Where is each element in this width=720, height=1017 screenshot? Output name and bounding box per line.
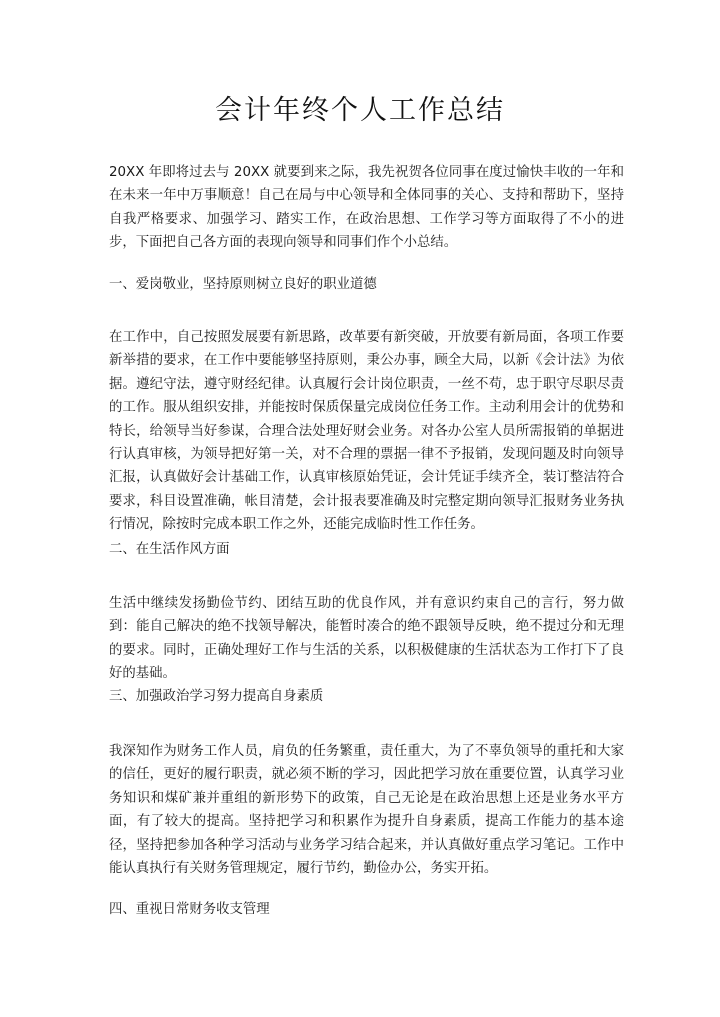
section-3-body: 我深知作为财务工作人员，肩负的任务繁重，责任重大，为了不辜负领导的重托和大家的信任，更好的履行职责，就必须不断的学习，因此把学习放在重要位置，认真学习业务知识和煤矿兼并重组的新形势下的政策，自己无论是在政治思想上还是业务水平方面，有了较大的提高。坚持把学习和积累作为提升自身素质，提高工作能力的基本途径，坚持把参加各种学习活动与业务学习结合起来，并认真做好重点学习笔记。工作中能认真执行有关财务管理规定，履行节约，勤俭办公，务实开拓。 [109,744,624,877]
section-1-body: 在工作中，自己按照发展要有新思路，改革要有新突破，开放要有新局面，各项工作要新举措的要求，在工作中要能够坚持原则，秉公办事，顾全大局，以新《会计法》为依据。遵纪守法，遵守财经纪律。认真履行会计岗位职责，一丝不苟，忠于职守尽职尽责的工作。服从组织安排，并能按时保质保量完成岗位任务工作。主动利用会计的优势和特长，给领导当好参谋，合理合法处理好财会业务。对各办公室人员所需报销的单据进行认真审核，为领导把好第一关，对不合理的票据一律不予报销，发现问题及时向领导汇报，认真做好会计基础工作，认真审核原始凭证，会计凭证手续齐全，装订整洁符合要求，科目设置准确，帐目清楚，会计报表要准确及时完整定期向领导汇报财务业务执行情况，除按时完成本职工作之外，还能完成临时性工作任务。 [109,330,624,533]
intro-paragraph: 20XX 年即将过去与 20XX 就要到来之际，我先祝贺各位同事在度过愉快丰收的一年和在未来一年中万事顺意！自己在局与中心领导和全体同事的关心、支持和帮助下，坚持自我严格要求、加强学习、踏实工作，在政治思想、工作学习等方面取得了不小的进步，下面把自己各方面的表现向领导和同事们作个小总结。 [109,165,624,251]
section-3-heading: 三、加强政治学习努力提高自身素质 [109,689,324,704]
section-4-heading: 四、重视日常财务收支管理 [109,902,270,917]
section-2-body: 生活中继续发扬勤俭节约、团结互助的优良作风，并有意识约束自己的言行，努力做到：能自己解决的绝不找领导解决，能暂时凑合的绝不跟领导反映，绝不提过分和无理的要求。同时，正确处理好工作与生活的关系，以积极健康的生活状态为工作打下了良好的基础。 [109,596,624,682]
document-title: 会计年终个人工作总结 [215,95,505,126]
section-2-heading: 二、在生活作风方面 [109,542,230,557]
section-1-heading: 一、爱岗敬业，坚持原则树立良好的职业道德 [109,277,377,292]
